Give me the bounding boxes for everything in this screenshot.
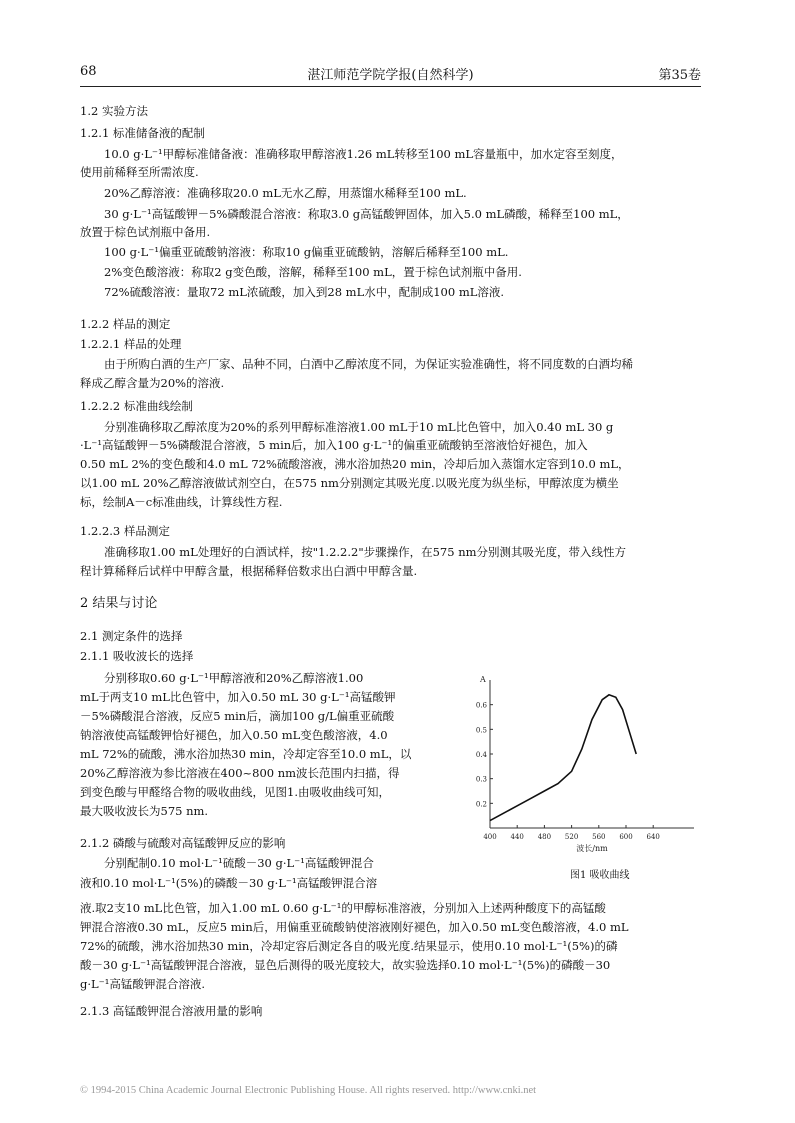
text-line: 1.2 实验方法 — [80, 104, 148, 118]
text-line: 1.2.2.1 样品的处理 — [80, 337, 182, 351]
text-line: 标，绘制A－c标准曲线，计算线性方程. — [80, 495, 283, 509]
x-tick-label: 480 — [537, 833, 552, 841]
text-line: 钠溶液使高锰酸钾恰好褪色，加入0.50 mL变色酸溶液，4.0 — [80, 728, 388, 742]
text-line: 1.2.2.3 样品测定 — [80, 524, 170, 538]
text-line: 100 g·L⁻¹偏重亚硫酸钠溶液：称取10 g偏重亚硫酸钠，溶解后稀释至100 mL. — [104, 245, 509, 259]
x-tick-label: 440 — [510, 833, 524, 841]
text-line: 30 g·L⁻¹高锰酸钾－5%磷酸混合溶液：称取3.0 g高锰酸钾固体，加入5.0 mL磷酸，稀释至100 mL， — [104, 207, 629, 221]
text-line: 2.1.2 磷酸与硫酸对高锰酸钾反应的影响 — [80, 836, 286, 850]
text-line: mL 72%的硫酸，沸水浴加热30 min，冷却定容至10.0 mL，以 — [80, 747, 412, 761]
text-line: 由于所购白酒的生产厂家、品种不同，白酒中乙醇浓度不同，为保证实验准确性，将不同度数的白酒均稀 — [104, 357, 633, 371]
text-line: －5%磷酸混合溶液，反应5 min后，滴加100 g/L偏重亚硫酸 — [80, 709, 395, 723]
text-line: 2 结果与讨论 — [80, 596, 158, 611]
text-line: 液和0.10 mol·L⁻¹(5%)的磷酸－30 g·L⁻¹高锰酸钾混合溶 — [80, 876, 378, 890]
text-line: 72%的硫酸，沸水浴加热30 min，冷却定容后测定各自的吸光度.结果显示，使用0.10 mol·L⁻¹(5%)的磷 — [80, 939, 618, 953]
text-line: g·L⁻¹高锰酸钾混合溶液. — [80, 977, 205, 991]
text-line: 1.2.1 标准储备液的配制 — [80, 126, 205, 140]
text-line: 到变色酸与甲醛络合物的吸收曲线，见图1.由吸收曲线可知， — [80, 785, 390, 799]
page-number: 68 — [80, 64, 97, 79]
text-line: mL于两支10 mL比色管中，加入0.50 mL 30 g·L⁻¹高锰酸钾 — [80, 690, 396, 704]
copyright-footer: © 1994-2015 China Academic Journal Electronic Publishing House. All rights reserved. http://www.cnki.net — [80, 1085, 537, 1096]
journal-title: 湛江师范学院学报(自然科学) — [307, 68, 474, 83]
text-line: 2%变色酸溶液：称取2 g变色酸，溶解，稀释至100 mL，置于棕色试剂瓶中备用. — [104, 265, 522, 279]
text-line: 分别配制0.10 mol·L⁻¹硫酸－30 g·L⁻¹高锰酸钾混合 — [104, 856, 374, 870]
x-tick-label: 640 — [646, 833, 660, 841]
text-line: 1.2.2 样品的测定 — [80, 317, 171, 331]
text-line: 最大吸收波长为575 nm. — [80, 804, 209, 818]
text-line: 使用前稀释至所需浓度. — [80, 165, 199, 179]
text-line: 钾混合溶液0.30 mL，反应5 min后，用偏重亚硫酸钠使溶液刚好褪色，加入0.50 mL变色酸溶液，4.0 mL — [80, 920, 629, 934]
text-line: 20%乙醇溶液：准确移取20.0 mL无水乙醇，用蒸馏水稀释至100 mL. — [104, 186, 467, 200]
text-line: ·L⁻¹高锰酸钾－5%磷酸混合溶液，5 min后，加入100 g·L⁻¹的偏重亚硫酸钠至溶液恰好褪色，加入 — [80, 438, 588, 452]
text-line: 1.2.2.2 标准曲线绘制 — [80, 399, 193, 413]
absorption-curve — [490, 695, 636, 821]
figure-caption: 图1 吸收曲线 — [570, 870, 630, 881]
x-tick-label: 400 — [483, 833, 497, 841]
text-line: 释成乙醇含量为20%的溶液. — [80, 376, 225, 390]
x-tick-label: 520 — [564, 833, 579, 841]
text-line: 准确移取1.00 mL处理好的白酒试样，按"1.2.2.2"步骤操作，在575 nm分别测其吸光度，带入线性方 — [104, 545, 627, 559]
text-line: 分别移取0.60 g·L⁻¹甲醇溶液和20%乙醇溶液1.00 — [104, 671, 364, 685]
text-line: 酸－30 g·L⁻¹高锰酸钾混合溶液，显色后测得的吸光度较大，故实验选择0.10 mol·L⁻¹(5%)的磷酸－30 — [80, 958, 611, 972]
text-line: 2.1.1 吸收波长的选择 — [80, 649, 194, 663]
y-axis-label: A — [480, 675, 486, 684]
y-tick-label: 0.2 — [475, 800, 487, 809]
x-axis-label: 波长/nm — [576, 844, 608, 853]
volume-label: 第35卷 — [658, 68, 701, 83]
y-tick-label: 0.3 — [475, 775, 487, 784]
absorption-chart — [474, 668, 704, 853]
text-line: 以1.00 mL 20%乙醇溶液做试剂空白，在575 nm分别测定其吸光度.以吸光度为纵坐标，甲醇浓度为横坐 — [80, 476, 619, 490]
text-line: 2.1 测定条件的选择 — [80, 629, 183, 643]
page-header — [80, 64, 701, 84]
header-rule — [80, 86, 701, 87]
text-line: 程计算稀释后试样中甲醇含量，根据稀释倍数求出白酒中甲醇含量. — [80, 564, 418, 578]
y-tick-label: 0.4 — [475, 751, 487, 759]
text-line: 分别准确移取乙醇浓度为20%的系列甲醇标准溶液1.00 mL于10 mL比色管中，加入0.40 mL 30 g — [104, 420, 614, 434]
x-tick-label: 560 — [592, 833, 606, 841]
text-line: 液.取2支10 mL比色管，加入1.00 mL 0.60 g·L⁻¹的甲醇标准溶液，分别加入上述两种酸度下的高锰酸 — [80, 901, 606, 915]
text-line: 0.50 mL 2%的变色酸和4.0 mL 72%硫酸溶液，沸水浴加热20 min，冷却后加入蒸馏水定容到10.0 mL， — [80, 457, 630, 471]
y-tick-label: 0.5 — [475, 726, 487, 735]
text-line: 20%乙醇溶液为参比溶液在400~800 nm波长范围内扫描，得 — [80, 766, 400, 780]
x-tick-label: 600 — [619, 833, 633, 841]
text-line: 2.1.3 高锰酸钾混合溶液用量的影响 — [80, 1004, 263, 1018]
text-line: 72%硫酸溶液：量取72 mL浓硫酸，加入到28 mL水中，配制成100 mL溶液. — [104, 285, 505, 299]
y-tick-label: 0.6 — [475, 701, 487, 710]
text-line: 放置于棕色试剂瓶中备用. — [80, 225, 211, 239]
text-line: 10.0 g·L⁻¹甲醇标准储备液：准确移取甲醇溶液1.26 mL转移至100 mL容量瓶中，加水定容至刻度， — [104, 147, 623, 161]
